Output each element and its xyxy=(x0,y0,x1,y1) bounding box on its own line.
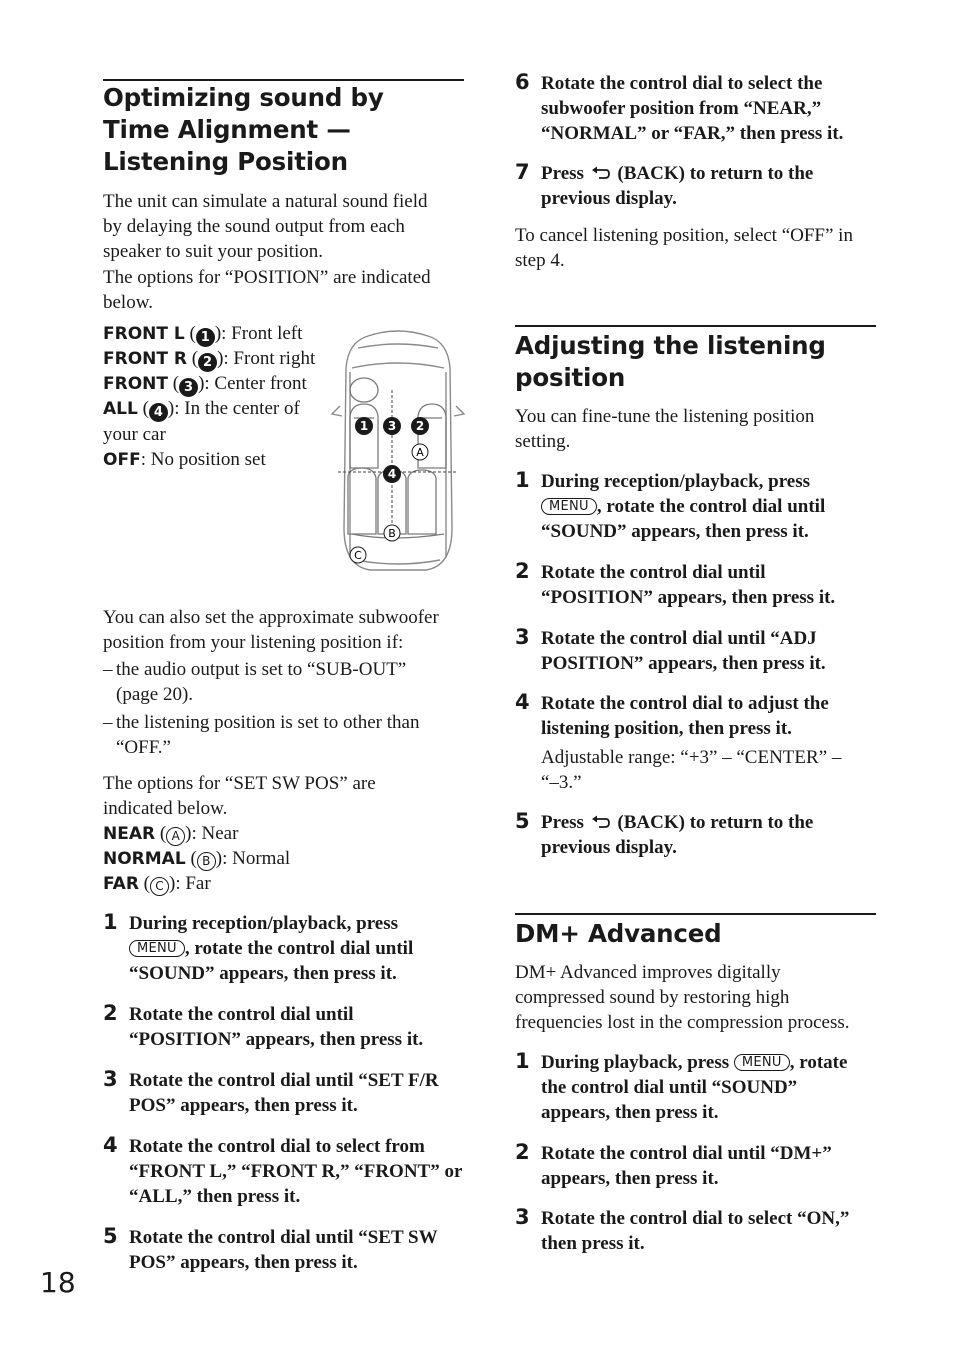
step-text xyxy=(541,161,813,186)
step-number: 1 xyxy=(103,910,118,934)
step-text-part: Press xyxy=(541,163,584,184)
marker-4-icon: 4 xyxy=(149,403,168,422)
step-text xyxy=(129,936,413,961)
step-text: Rotate the control dial to select the xyxy=(541,73,823,94)
step-number: 2 xyxy=(515,1140,530,1164)
step-text: “POSITION” appears, then press it. xyxy=(541,587,836,608)
step-number: 5 xyxy=(515,809,530,833)
step-text: Rotate the control dial until xyxy=(541,562,766,583)
letter-B-icon: B xyxy=(197,852,216,871)
step-text: POSITION” appears, then press it. xyxy=(541,653,826,674)
dash-bullet: – xyxy=(103,712,113,733)
step-text: the control dial until “SOUND” xyxy=(541,1077,798,1098)
step-text: previous display. xyxy=(541,188,677,209)
option-key: FRONT R xyxy=(103,349,187,369)
step-number: 4 xyxy=(515,690,530,714)
sw-option: FAR ( C ): Far xyxy=(103,873,211,894)
step-text xyxy=(541,1050,847,1075)
option-desc: ): Near xyxy=(185,823,239,844)
position-option: FRONT R ( 2 ): Front right xyxy=(103,348,316,370)
step-number: 2 xyxy=(103,1001,118,1025)
back-arrow-icon xyxy=(591,166,611,180)
text-line: the listening position is set to other than xyxy=(116,712,420,733)
step-item xyxy=(515,161,877,213)
step-text xyxy=(541,810,813,835)
step-item xyxy=(515,626,877,678)
step-text: “SOUND” appears, then press it. xyxy=(129,963,397,984)
section-rule xyxy=(515,325,876,327)
step-note: “–3.” xyxy=(541,772,582,793)
step-text-part: , rotate the control dial until xyxy=(596,496,826,517)
sw-option: NEAR ( A ): Near xyxy=(103,823,239,844)
condition-item xyxy=(103,657,463,709)
letter-A-icon: A xyxy=(166,827,185,846)
step-text: Rotate the control dial to adjust the xyxy=(541,693,829,714)
text-line: frequencies lost in the compression process. xyxy=(515,1012,850,1033)
step-text: During reception/playback, press xyxy=(129,913,399,934)
step-item xyxy=(515,71,877,147)
step-number: 6 xyxy=(515,70,530,94)
marker-2-icon: 2 xyxy=(198,353,217,372)
step-text: Rotate the control dial to select “ON,” xyxy=(541,1208,850,1229)
step-item xyxy=(515,469,877,545)
step-text: listening position, then press it. xyxy=(541,718,792,739)
position-option: FRONT ( 3 ): Center front xyxy=(103,373,307,395)
step-number: 2 xyxy=(515,559,530,583)
diagram-marker-4: 4 xyxy=(387,467,397,481)
step-item xyxy=(103,1225,465,1277)
letter-C-icon: C xyxy=(150,877,169,896)
text-line: setting. xyxy=(515,431,571,452)
option-desc: ): Front right xyxy=(217,348,316,369)
step-text-part: (BACK) to return to the xyxy=(617,163,814,184)
step-text: Rotate the control dial until xyxy=(129,1004,354,1025)
text-line: DM+ Advanced improves digitally xyxy=(515,962,781,983)
step-text: Rotate the control dial to select from xyxy=(129,1136,425,1157)
text-line: “OFF.” xyxy=(116,737,171,758)
step-text: Rotate the control dial until “SET SW xyxy=(129,1227,438,1248)
diagram-marker-3: 3 xyxy=(387,419,397,433)
step-text: “SOUND” appears, then press it. xyxy=(541,521,809,542)
step-item xyxy=(103,1134,465,1210)
option-desc: ): Far xyxy=(169,873,211,894)
step-text: Rotate the control dial until “ADJ xyxy=(541,628,817,649)
page-number: 18 xyxy=(40,1266,76,1299)
step-item xyxy=(515,1050,877,1126)
step-number: 4 xyxy=(103,1133,118,1157)
option-desc: ): Front left xyxy=(214,323,303,344)
sw-option: NORMAL ( B ): Normal xyxy=(103,848,291,869)
option-desc: ): Center front xyxy=(198,373,307,394)
option-key: NEAR xyxy=(103,824,156,844)
text-line: To cancel listening position, select “OFF” in xyxy=(515,225,853,246)
step-text: appears, then press it. xyxy=(541,1168,719,1189)
step-text xyxy=(541,494,825,519)
option-desc: ): In the center of xyxy=(167,398,300,419)
diagram-marker-1: 1 xyxy=(359,419,369,433)
option-desc: your car xyxy=(103,424,166,445)
dash-bullet: – xyxy=(103,659,113,680)
option-key: FRONT xyxy=(103,374,168,394)
option-key: FRONT L xyxy=(103,324,185,344)
step-number: 3 xyxy=(515,625,530,649)
text-line: by delaying the sound output from each xyxy=(103,216,405,237)
menu-button-icon: MENU xyxy=(734,1054,790,1071)
position-option xyxy=(103,447,266,473)
menu-button-icon: MENU xyxy=(541,498,597,515)
step-number: 1 xyxy=(515,1049,530,1073)
text-line: compressed sound by restoring high xyxy=(515,987,790,1008)
step-item xyxy=(515,560,877,612)
step-text-part: During playback, press xyxy=(541,1052,730,1073)
step-text: “ALL,” then press it. xyxy=(129,1186,301,1207)
text-line: the audio output is set to “SUB-OUT” xyxy=(116,659,407,680)
text-line: The options for “SET SW POS” are xyxy=(103,773,376,794)
diagram-marker-2: 2 xyxy=(415,419,425,433)
step-text: POS” appears, then press it. xyxy=(129,1252,358,1273)
back-arrow-icon xyxy=(591,815,611,829)
marker-3-icon: 3 xyxy=(179,378,198,397)
text-line: The unit can simulate a natural sound field xyxy=(103,191,428,212)
section-rule xyxy=(515,913,876,915)
step-text: “NORMAL” or “FAR,” then press it. xyxy=(541,123,844,144)
option-desc: : No position set xyxy=(140,449,266,470)
text-line: You can fine-tune the listening position xyxy=(515,406,815,427)
marker-1-icon: 1 xyxy=(196,328,215,347)
condition-item xyxy=(103,710,463,762)
step-text: Rotate the control dial until “DM+” xyxy=(541,1143,832,1164)
step-number: 5 xyxy=(103,1224,118,1248)
step-text-part: (BACK) to return to the xyxy=(617,812,814,833)
option-key: FAR xyxy=(103,874,139,894)
section-heading-time-alignment: Optimizing sound by Time Alignment — Listening Position xyxy=(103,83,384,176)
step-text: POS” appears, then press it. xyxy=(129,1095,358,1116)
diagram-marker-C: C xyxy=(354,549,362,562)
step-number: 3 xyxy=(103,1067,118,1091)
step-item xyxy=(103,1068,465,1120)
option-key: ALL xyxy=(103,399,138,419)
step-number: 1 xyxy=(515,468,530,492)
step-text-part: , rotate xyxy=(789,1052,848,1073)
text-line: position from your listening position if: xyxy=(103,632,404,653)
text-line: step 4. xyxy=(515,250,565,271)
section-heading-adjust-listening: Adjusting the listening position xyxy=(515,331,826,392)
text-line: below. xyxy=(103,292,153,313)
step-item xyxy=(515,691,877,795)
diagram-marker-A: A xyxy=(416,446,424,459)
position-option: ALL ( 4 ): In the center of xyxy=(103,398,300,420)
position-option xyxy=(103,422,166,447)
step-number: 7 xyxy=(515,160,530,184)
diagram-marker-B: B xyxy=(388,527,396,540)
step-text-part: , rotate the control dial until xyxy=(184,938,414,959)
position-option: FRONT L ( 1 ): Front left xyxy=(103,323,303,345)
step-item xyxy=(515,810,877,862)
step-text: previous display. xyxy=(541,837,677,858)
step-item xyxy=(103,1002,465,1054)
step-item xyxy=(515,1141,877,1193)
step-item xyxy=(103,911,465,987)
step-item xyxy=(515,1206,877,1258)
option-desc: ): Normal xyxy=(215,848,291,869)
text-line: speaker to suit your position. xyxy=(103,241,324,262)
step-text-part: Press xyxy=(541,812,584,833)
step-text: subwoofer position from “NEAR,” xyxy=(541,98,822,119)
section-rule xyxy=(103,79,464,81)
car-seating-diagram xyxy=(328,328,468,578)
option-key: NORMAL xyxy=(103,849,186,869)
section-heading-dm-advanced: DM+ Advanced xyxy=(515,919,722,948)
step-text: then press it. xyxy=(541,1233,645,1254)
menu-button-icon: MENU xyxy=(129,940,185,957)
step-note: Adjustable range: “+3” – “CENTER” – xyxy=(541,747,842,768)
step-text: appears, then press it. xyxy=(541,1102,719,1123)
option-key: OFF xyxy=(103,450,141,470)
text-line: indicated below. xyxy=(103,798,228,819)
step-text: “FRONT L,” “FRONT R,” “FRONT” or xyxy=(129,1161,463,1182)
step-text: “POSITION” appears, then press it. xyxy=(129,1029,424,1050)
text-line: (page 20). xyxy=(116,684,194,705)
step-text: Rotate the control dial until “SET F/R xyxy=(129,1070,439,1091)
text-line: You can also set the approximate subwoofer xyxy=(103,607,439,628)
text-line: The options for “POSITION” are indicated xyxy=(103,267,431,288)
step-number: 3 xyxy=(515,1205,530,1229)
step-text: During reception/playback, press xyxy=(541,471,811,492)
